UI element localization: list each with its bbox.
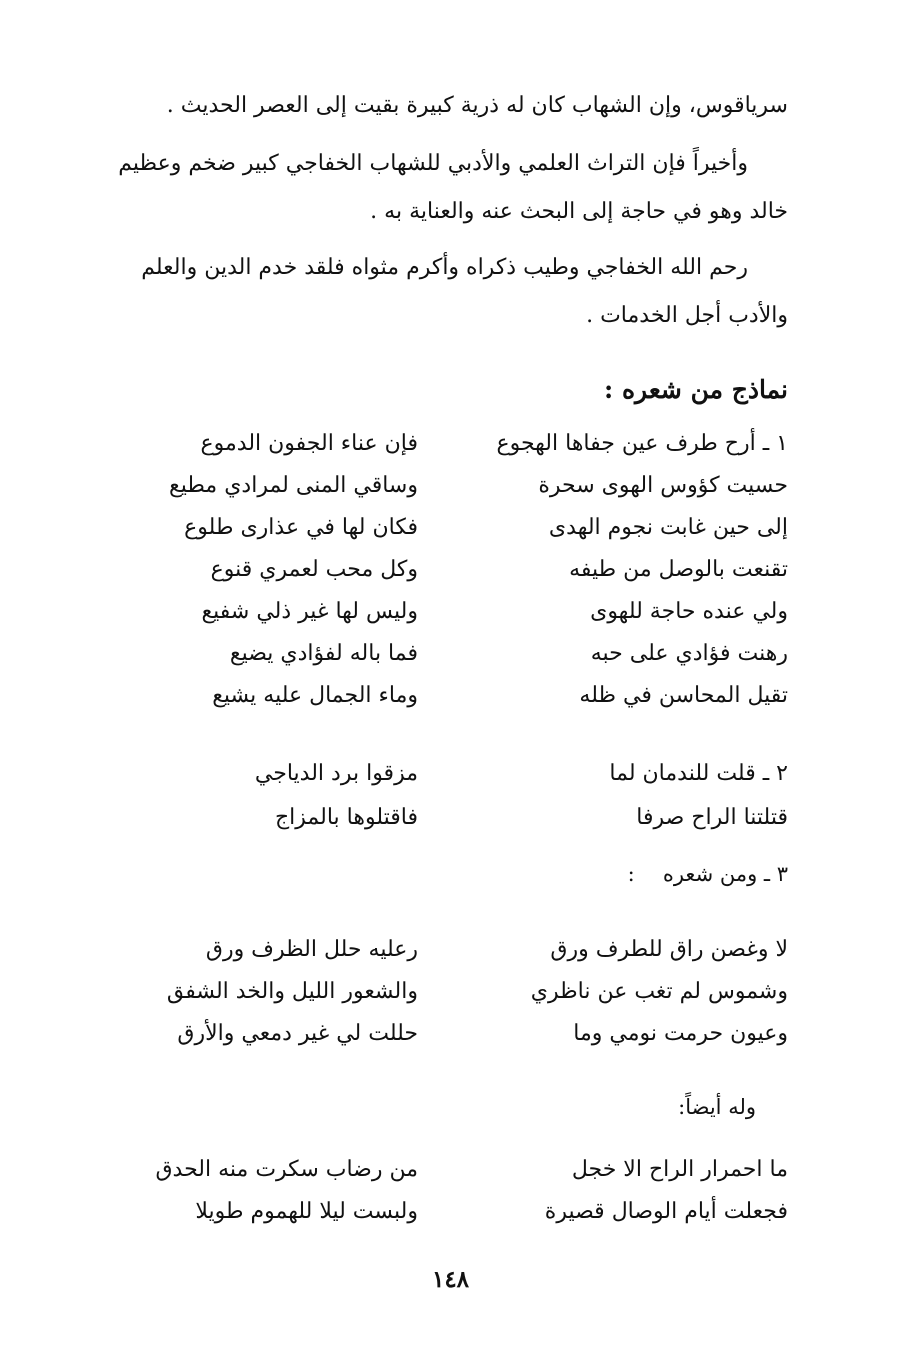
paragraph-1: سرياقوس، وإن الشهاب كان له ذرية كبيرة بقيت إلى العصر الحديث . [166, 93, 788, 118]
section-heading: نماذج من شعره : [604, 375, 788, 404]
verse-line [88, 1012, 788, 1056]
verse-first-hemistich: ٢ ـ قلت للندمان لما [609, 761, 788, 786]
verse-second-hemistich: وماء الجمال عليه يشيع [212, 683, 418, 708]
verse-second-hemistich: رعليه حلل الظرف ورق [205, 937, 418, 962]
verse-second-hemistich: والشعور الليل والخد الشفق [166, 979, 418, 1004]
verse-second-hemistich: من رضاب سكرت منه الحدق [155, 1157, 418, 1182]
verse-line [88, 752, 788, 796]
verse-line [88, 590, 788, 634]
verse-first-hemistich: رهنت فؤادي على حبه [590, 641, 788, 666]
verse-first-hemistich: حسيت كؤوس الهوى سحرة [538, 473, 788, 498]
poem-4-heading: وله أيضاً: [678, 1095, 756, 1119]
verse-first-hemistich: ما احمرار الراح الا خجل [571, 1157, 788, 1182]
verse-line [88, 632, 788, 676]
verse-second-hemistich: ولبست ليلا للهموم طويلا [195, 1199, 418, 1224]
verse-second-hemistich: فاقتلوها بالمزاج [274, 805, 418, 830]
verse-line [88, 422, 788, 466]
verse-first-hemistich: وشموس لم تغب عن ناظري [530, 979, 788, 1004]
verse-second-hemistich: وكل محب لعمري قنوع [210, 557, 418, 582]
poem-3-heading [88, 852, 788, 896]
verse-second-hemistich: وساقي المنى لمرادي مطيع [169, 473, 418, 498]
verse-first-hemistich: وعيون حرمت نومي وما [573, 1021, 788, 1046]
poem-3-heading-colon: : [627, 862, 635, 886]
verse-first-hemistich: تقيل المحاسن في ظله [579, 683, 788, 708]
poem-3-heading-label: ٣ ـ ومن شعره [662, 862, 788, 886]
verse-second-hemistich: فما باله لفؤادي يضيع [229, 641, 418, 666]
verse-second-hemistich: وليس لها غير ذلي شفيع [201, 599, 418, 624]
verse-line [88, 506, 788, 550]
verse-first-hemistich: لا وغصن راق للطرف ورق [550, 937, 788, 962]
verse-line [88, 548, 788, 592]
verse-first-hemistich: ١ ـ أرح طرف عين جفاها الهجوع [496, 431, 788, 456]
verse-second-hemistich: حللت لي غير دمعي والأرق [177, 1021, 418, 1046]
page-number: ١٤٨ [431, 1266, 470, 1293]
verse-line [88, 970, 788, 1014]
verse-line [88, 1148, 788, 1192]
paragraph-2: وأخيراً فإن التراث العلمي والأدبي للشهاب الخفاجي كبير ضخم وعظيم خالد وهو في حاجة إلى البحث عنه والعناية به . [118, 151, 788, 224]
verse-line [88, 1190, 788, 1234]
verse-first-hemistich: إلى حين غابت نجوم الهدى [548, 515, 788, 540]
verse-line [88, 796, 788, 840]
verse-second-hemistich: مزقوا برد الدياجي [254, 761, 418, 786]
verse-first-hemistich: قتلتنا الراح صرفا [636, 805, 788, 830]
paragraph-3: رحم الله الخفاجي وطيب ذكراه وأكرم مثواه فلقد خدم الدين والعلم والأدب أجل الخدمات . [141, 255, 788, 328]
verse-line [88, 464, 788, 508]
verse-first-hemistich: ولي عنده حاجة للهوى [590, 599, 788, 624]
verse-second-hemistich: فكان لها في عذارى طلوع [184, 515, 418, 540]
verse-line [88, 674, 788, 718]
verse-second-hemistich: فإن عناء الجفون الدموع [200, 431, 418, 456]
verse-line [88, 928, 788, 972]
verse-first-hemistich: تقنعت بالوصل من طيفه [569, 557, 788, 582]
verse-first-hemistich: فجعلت أيام الوصال قصيرة [544, 1199, 788, 1224]
